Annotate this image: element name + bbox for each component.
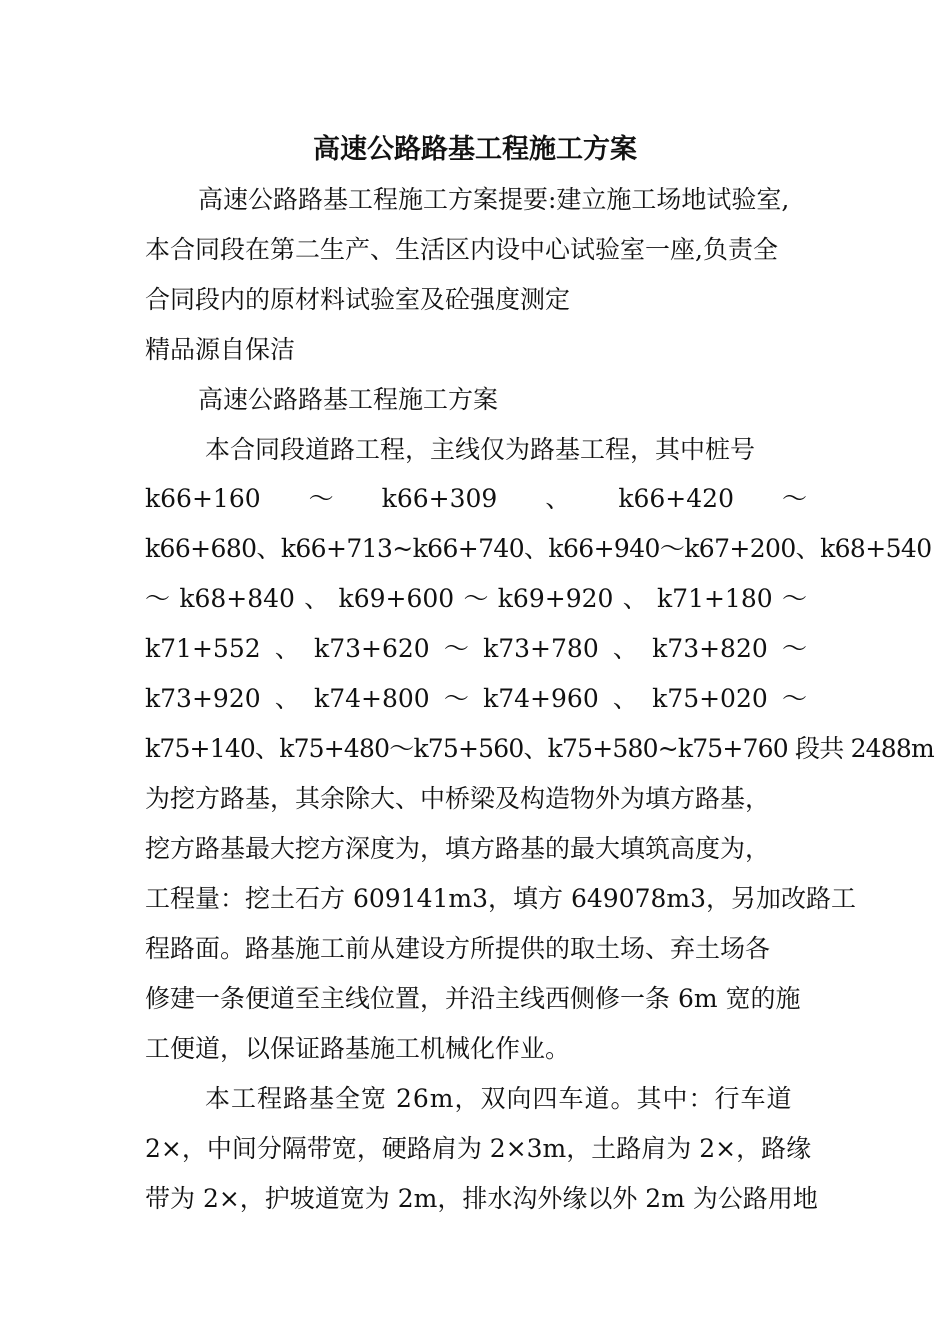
text-segment: k74+960	[483, 684, 599, 713]
text-segment: ～	[443, 634, 469, 663]
para1-line-13: 工便道，以保证路基施工机械化作业。	[145, 1034, 571, 1063]
text-segment: k69+600	[338, 584, 455, 613]
text-segment: 、	[304, 584, 330, 613]
text-segment: ～	[781, 684, 807, 713]
para1-line-1: 本合同段道路工程，主线仅为路基工程，其中桩号	[205, 435, 756, 464]
para1-line-7: k75+140、k75+480～k75+560、k75+580~k75+760 段共 2488m	[145, 734, 934, 763]
text-segment: 、	[612, 684, 638, 713]
text-segment: ～	[443, 684, 469, 713]
text-segment: k73+920	[145, 684, 261, 713]
document-title: 高速公路路基工程施工方案	[313, 134, 637, 165]
section-subtitle: 高速公路路基工程施工方案	[198, 385, 499, 414]
text-segment: ～	[781, 584, 807, 613]
para1-line-10: 工程量：挖土石方 609141m3，填方 649078m3，另加改路工	[145, 884, 856, 913]
text-segment: ～	[781, 484, 807, 513]
para1-line-6	[145, 682, 807, 716]
text-segment: k66+309	[381, 484, 498, 513]
text-segment: 、	[612, 634, 638, 663]
para1-line-3: k66+680、k66+713~k66+740、k66+940～k67+200、k68+540	[145, 534, 932, 563]
para1-line-5	[145, 632, 807, 666]
text-segment: k74+800	[314, 684, 430, 713]
text-segment: ～	[308, 484, 334, 513]
text-segment: ～	[145, 584, 171, 613]
para2-line-3: 带为 2×，护坡道宽为 2m，排水沟外缘以外 2m 为公路用地	[145, 1184, 818, 1213]
source-note: 精品源自保洁	[145, 335, 296, 364]
para1-line-8: 为挖方路基，其余除大、中桥梁及构造物外为填方路基，	[145, 784, 771, 813]
para2-line-2: 2×，中间分隔带宽，硬路肩为 2×3m，土路肩为 2×，路缘	[145, 1134, 812, 1163]
text-segment: k73+620	[314, 634, 430, 663]
summary-line-1: 高速公路路基工程施工方案提要:建立施工场地试验室,	[198, 185, 790, 214]
para1-line-9: 挖方路基最大挖方深度为，填方路基的最大填筑高度为，	[145, 834, 771, 863]
summary-line-2: 本合同段在第二生产、生活区内设中心试验室一座,负责全	[145, 235, 778, 264]
para2-line-1: 本工程路基全宽 26m，双向四车道。其中：行车道	[205, 1084, 793, 1113]
text-segment: k66+420	[618, 484, 734, 513]
text-segment: k69+920	[497, 584, 614, 613]
para1-line-4	[145, 582, 807, 616]
para1-line-11: 程路面。路基施工前从建设方所提供的取土场、弃土场各	[145, 934, 771, 963]
text-segment: k68+840	[179, 584, 295, 613]
text-segment: k73+780	[483, 634, 599, 663]
text-segment: k71+552	[145, 634, 261, 663]
text-segment: 、	[545, 484, 571, 513]
para1-line-12: 修建一条便道至主线位置，并沿主线西侧修一条 6m 宽的施	[145, 984, 801, 1013]
text-segment: k73+820	[652, 634, 768, 663]
para1-line-2	[145, 482, 807, 516]
text-segment: k71+180	[657, 584, 773, 613]
text-segment: ～	[463, 584, 489, 613]
text-segment: k66+160	[145, 484, 261, 513]
summary-line-3: 合同段内的原材料试验室及砼强度测定	[145, 285, 571, 314]
text-segment: 、	[274, 684, 300, 713]
text-segment: ～	[781, 634, 807, 663]
text-segment: 、	[622, 584, 648, 613]
text-segment: k75+020	[652, 684, 768, 713]
text-segment: 、	[274, 634, 300, 663]
